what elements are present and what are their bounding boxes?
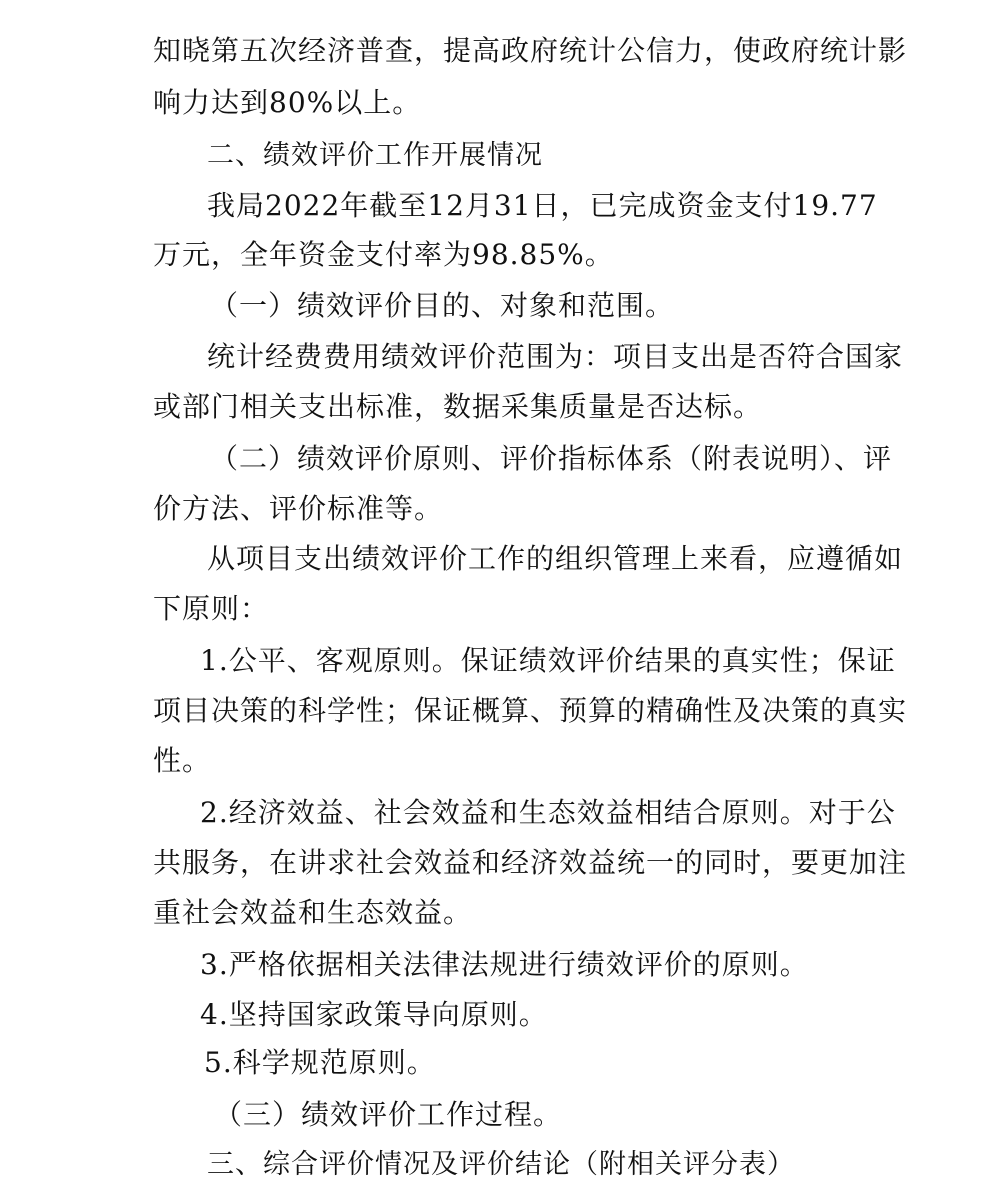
list-item-4: 4.坚持国家政策导向原则。 (200, 998, 548, 1031)
subheading-2: （二）绩效评价原则、评价指标体系（附表说明）、评 (210, 442, 893, 475)
list-item-5: 5.科学规范原则。 (204, 1046, 436, 1079)
paragraph-line-10: 价方法、评价标准等。 (153, 492, 444, 525)
paragraph-line-7: 统计经费费用绩效评价范围为：项目支出是否符合国家 (207, 340, 904, 373)
list-item-1-line-1: 1.公平、客观原则。保证绩效评价结果的真实性；保证 (200, 644, 896, 677)
paragraph-line-11: 从项目支出绩效评价工作的组织管理上来看，应遵循如 (207, 542, 904, 575)
list-item-1-line-3: 性。 (153, 744, 212, 777)
section-heading-3: 三、综合评价情况及评价结论（附相关评分表） (207, 1149, 795, 1180)
paragraph-line-8: 或部门相关支出标准，数据采集质量是否达标。 (153, 390, 763, 423)
paragraph-line-4: 我局2022年截至12月31日，已完成资金支付19.77 (207, 189, 878, 222)
subheading-1: （一）绩效评价目的、对象和范围。 (210, 289, 675, 322)
paragraph-line-5: 万元，全年资金支付率为98.85%。 (153, 238, 614, 271)
list-item-2-line-3: 重社会效益和生态效益。 (153, 896, 473, 929)
paragraph-line-2: 响力达到80%以上。 (153, 86, 422, 119)
section-heading-2: 二、绩效评价工作开展情况 (207, 140, 543, 171)
list-item-3: 3.严格依据相关法律法规进行绩效评价的原则。 (200, 948, 809, 981)
paragraph-line-1: 知晓第五次经济普查，提高政府统计公信力，使政府统计影 (153, 34, 908, 67)
subheading-3: （三）绩效评价工作过程。 (214, 1098, 563, 1131)
list-item-2-line-2: 共服务，在讲求社会效益和经济效益统一的同时，要更加注 (153, 846, 908, 879)
list-item-2-line-1: 2.经济效益、社会效益和生态效益相结合原则。对于公 (200, 796, 896, 829)
list-item-1-line-2: 项目决策的科学性；保证概算、预算的精确性及决策的真实 (153, 694, 908, 727)
paragraph-line-12: 下原则： (153, 592, 270, 625)
